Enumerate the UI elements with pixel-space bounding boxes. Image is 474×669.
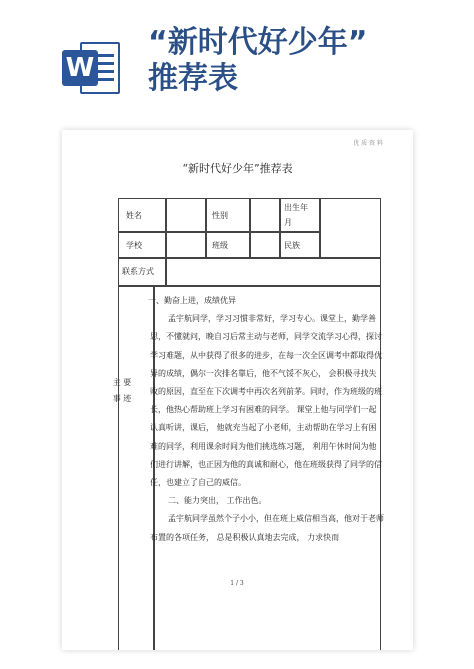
label-name: 姓名 xyxy=(126,211,142,220)
label-gender: 性别 xyxy=(212,211,228,220)
banner-title xyxy=(148,26,367,96)
cell-birth-value xyxy=(320,198,381,258)
banner-title-line2: 推荐表 xyxy=(148,61,238,96)
label-school: 学校 xyxy=(126,241,142,250)
page-number: 1 / 3 xyxy=(230,580,244,587)
cell-gender-value xyxy=(250,198,280,232)
paragraph-heading-1: 一、勤奋上进，成绩优异 xyxy=(148,296,236,305)
label-ethnicity: 民族 xyxy=(284,241,300,250)
deeds-text xyxy=(150,292,384,547)
paragraph-body-2: 孟宇航同学虽然个子小小，但在班上威信相当高，他对于老师布置的各项任务， 总是积极认真地去完成， 力求快而 xyxy=(150,514,384,542)
word-icon: W xyxy=(62,38,122,98)
paragraph-body-1: 孟宇航同学，学习习惯非常好，学习专心。课堂上，勤学善思，不懂就问，晚自习后常主动与老师，同学交流学习心得，探讨学习难题，从中获得了很多的进步，在每一次全区调考中都取得优异的成绩，偶尔一次排名靠后，他不气馁不灰心， 会积极寻找失败的原因，直至在下次调考中再次名列前茅。同时，作为班级的班长，他热心帮助班上学习有困难的同学。 课堂上他与同学们一起认真听讲，课后， 他就充当起了小老师，主动帮助在学习上有困难的同学，利用课余时间为他们挑选练习题， 利用午休时间为他们进行讲解，也正因为他的真诚和耐心，他在班级获得了同学的信任，也建立了自己的威信。 xyxy=(150,314,382,488)
header-note: 优 质 资 料 xyxy=(353,140,383,147)
document-title: “新时代好少年”推荐表 xyxy=(182,162,293,175)
label-class: 班级 xyxy=(212,241,228,250)
banner xyxy=(0,0,474,118)
cell-deeds-label xyxy=(118,286,154,650)
paragraph-heading-2: 二、能力突出， 工作出色。 xyxy=(168,496,267,506)
label-birth: 出生年月 xyxy=(284,203,308,227)
cell-name-value xyxy=(166,198,206,232)
banner-title-line1: “新时代好少年” xyxy=(148,25,368,60)
label-deeds: 主 要 事 迹 xyxy=(112,378,132,403)
label-contact: 联系方式 xyxy=(122,267,154,276)
cell-class-value xyxy=(250,232,280,258)
cell-contact-value xyxy=(166,258,381,286)
cell-school-value xyxy=(166,232,206,258)
